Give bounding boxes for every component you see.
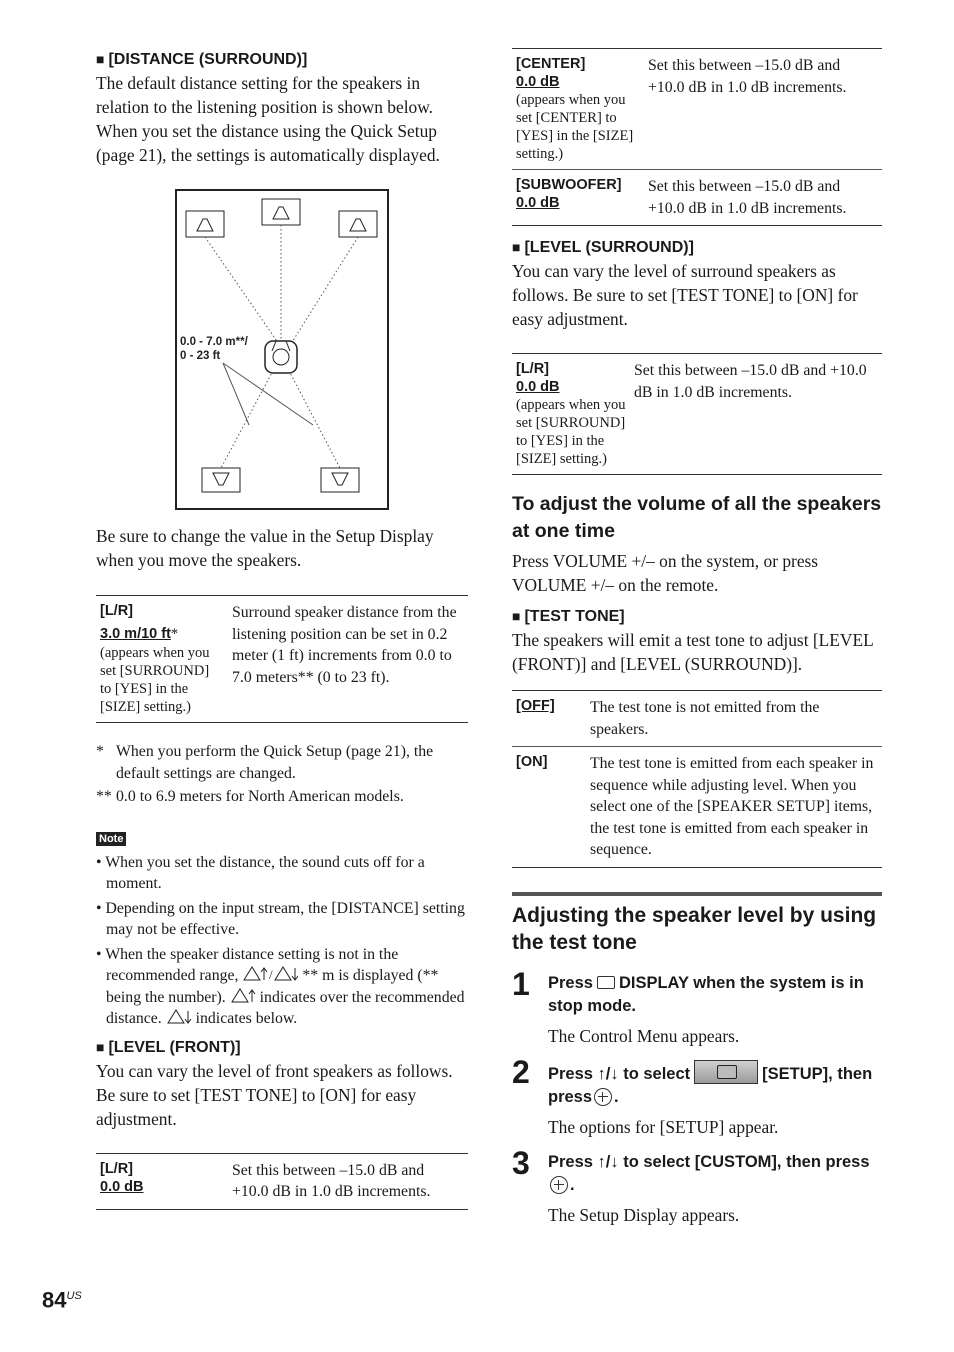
level-front-table: [96, 1153, 468, 1210]
step-result: The Setup Display appears.: [548, 1204, 740, 1225]
test-tone-table: [512, 690, 882, 868]
step-number: 3: [512, 1144, 530, 1181]
center-speaker-icon: [262, 199, 300, 225]
distance-surround-heading: ■ [DISTANCE (SURROUND)]: [96, 51, 308, 68]
setup-toolbox-icon: [694, 1060, 758, 1084]
level-surround-table: [512, 353, 882, 475]
section-heading-block: [512, 892, 882, 956]
level-surround-intro: You can vary the level of surround speakers as follows. Be sure to set [TEST TONE] to [ON] for easy adjustment.: [512, 261, 858, 329]
adjust-all-heading: To adjust the volume of all the speakers at one time: [512, 493, 882, 542]
center-sub-table: [512, 48, 882, 226]
table-row: [512, 691, 882, 747]
step-2: [512, 1053, 882, 1139]
row-default: 0.0 dB: [516, 74, 560, 90]
footnote-text: 0.0 to 6.9 meters for North American models.: [116, 788, 404, 805]
distance-change-advice: Be sure to change the value in the Setup Display when you move the speakers.: [96, 526, 434, 570]
row-key: [OFF]: [516, 698, 555, 714]
table-row: [96, 596, 468, 723]
note-badge: Note: [96, 832, 126, 846]
level-front-heading: ■ [LEVEL (FRONT)]: [96, 1038, 241, 1056]
footnote-mark: **: [96, 788, 112, 805]
adjust-all-body: Press VOLUME +/– on the system, or press VOLUME +/– on the remote.: [512, 551, 819, 595]
surround-right-speaker-icon: [321, 468, 359, 492]
over-distance-icon: [230, 988, 256, 1004]
speaker-layout-svg: [175, 189, 389, 510]
section-heading: Adjusting the speaker level by using the test tone: [512, 903, 877, 954]
row-desc: Set this between –15.0 dB and +10.0 dB in 1.0 dB increments.: [232, 1161, 431, 1200]
footnotes: [96, 741, 468, 808]
distance-surround-intro: The default distance setting for the speakers in relation to the listening position is shown below. When you set the distance using the Quick Setup (page 21), the settings is automatically displayed.: [96, 73, 440, 165]
page-number: $84^{US}$: [42, 1287, 82, 1313]
table-row: [512, 170, 882, 226]
row-default: 0.0 dB: [516, 379, 560, 395]
listener-icon: [265, 341, 297, 373]
table-row: [512, 747, 882, 868]
step-instruction: Press ↑/↓ to select [CUSTOM], then press.: [548, 1152, 870, 1194]
step-1: [512, 965, 882, 1048]
row-default: 0.0 dB: [516, 195, 560, 211]
svg-text:/: /: [269, 967, 274, 982]
distance-warning-icons: [242, 966, 298, 982]
level-surround-heading: ■ [LEVEL (SURROUND)]: [512, 239, 694, 256]
front-right-speaker-icon: [339, 211, 377, 237]
step-3: [512, 1144, 882, 1227]
distance-table: [96, 595, 468, 723]
step-number: 2: [512, 1053, 530, 1090]
row-condition: (appears when you set [SURROUND] to [YES] in the [SIZE] setting.): [100, 645, 210, 715]
footnote-mark: *: [96, 743, 104, 760]
row-condition: (appears when you set [CENTER] to [YES] in the [SIZE] setting.): [516, 92, 634, 162]
note-text: indicates over the recommended distance.: [106, 988, 465, 1027]
row-default: 3.0 m/10 ft: [100, 626, 171, 642]
note-text: • When the speaker distance setting is not in the recommended range,: [96, 945, 399, 984]
enter-button-icon: [550, 1176, 568, 1194]
note-block: [96, 824, 468, 1030]
step-instruction: Press DISPLAY when the system is in stop mode.: [548, 973, 864, 1015]
row-condition: (appears when you set [SURROUND] to [YES] in the [SIZE] setting.): [516, 397, 626, 467]
enter-button-icon: [594, 1088, 612, 1106]
surround-left-speaker-icon: [202, 468, 240, 492]
row-desc: Surround speaker distance from the listening position can be set in 0.2 meter (1 ft) increments from 0.0 to 7.0 meters** (0 to 23 ft).: [232, 604, 457, 686]
row-default-mark: *: [170, 626, 179, 642]
test-tone-heading: ■ [TEST TONE]: [512, 608, 625, 625]
note-item: • When you set the distance, the sound cuts off for a moment.: [96, 853, 425, 892]
row-key: [L/R]: [100, 603, 134, 619]
table-row: [512, 354, 882, 475]
distance-range-label-ft: 0 - 23 ft: [180, 350, 221, 362]
table-row: [512, 49, 882, 170]
level-front-intro: You can vary the level of front speakers as follows. Be sure to set [TEST TONE] to [ON] for easy adjustment.: [96, 1060, 453, 1129]
distance-range-label: 0.0 - 7.0 m**/: [180, 336, 248, 348]
front-left-speaker-icon: [186, 211, 224, 237]
footnote: [96, 786, 468, 808]
footnote: [96, 741, 468, 784]
row-default: 0.0 dB: [100, 1178, 144, 1195]
note-text: indicates below.: [195, 1010, 298, 1027]
row-key: [ON]: [516, 754, 548, 770]
note-text: ** m is displayed (** being the number).: [106, 967, 439, 1006]
note-item: • Depending on the input stream, the [DISTANCE] setting may not be effective.: [96, 899, 465, 938]
row-desc: Set this between –15.0 dB and +10.0 dB in 1.0 dB increments.: [648, 178, 847, 217]
row-key: [SUBWOOFER]: [516, 177, 622, 193]
row-key: [CENTER]: [516, 56, 586, 72]
row-key: [L/R]: [516, 361, 550, 377]
step-result: The options for [SETUP] appear.: [548, 1116, 779, 1137]
footnote-text: When you perform the Quick Setup (page 21), the default settings are changed.: [116, 743, 434, 782]
step-result: The Control Menu appears.: [548, 1025, 740, 1046]
step-number: 1: [512, 965, 530, 1002]
row-desc: Set this between –15.0 dB and +10.0 dB in 1.0 dB increments.: [634, 362, 867, 401]
test-tone-intro: The speakers will emit a test tone to adjust [LEVEL (FRONT)] and [LEVEL (SURROUND)].: [512, 630, 874, 674]
note-item: [96, 944, 468, 1030]
right-column: [512, 48, 882, 1227]
table-row: [96, 1153, 468, 1209]
row-desc: The test tone is not emitted from the speakers.: [590, 699, 820, 738]
row-desc: The test tone is emitted from each speaker in sequence while adjusting level. When you select one of the [SPEAKER SETUP] items, the test tone is emitted from each speaker in sequence.: [590, 755, 874, 858]
speaker-distance-diagram: [175, 189, 389, 510]
left-column: [96, 44, 468, 1210]
row-desc: Set this between –15.0 dB and +10.0 dB in 1.0 dB increments.: [648, 57, 847, 96]
row-key: [L/R]: [100, 1160, 134, 1177]
display-button-icon: [597, 976, 615, 989]
under-distance-icon: [166, 1009, 192, 1025]
page-region: US: [66, 1290, 82, 1302]
step-instruction: Press ↑/↓ to select [SETUP], then press .: [548, 1060, 882, 1109]
